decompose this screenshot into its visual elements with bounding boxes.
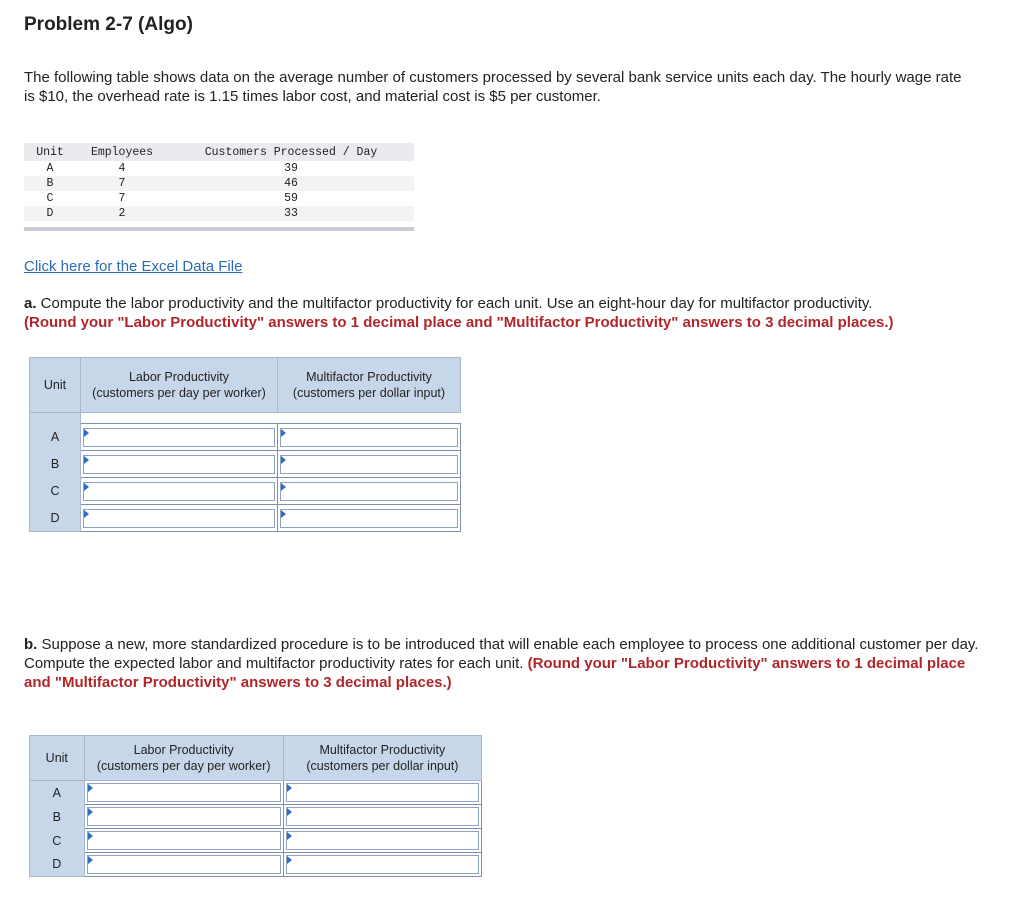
flag-icon [281,456,286,464]
table-row [24,206,414,221]
flag-icon [88,808,93,816]
answer-a-unit: B [30,451,81,478]
table-row [24,161,414,176]
expected-labor-productivity-b-input[interactable] [87,807,281,826]
flag-icon [84,429,89,437]
answer-b-unit: C [30,829,85,853]
expected-multifactor-productivity-c-input[interactable] [286,831,479,850]
row-employees: 7 [118,192,126,205]
data-table-header [24,143,414,161]
part-a-text: Compute the labor productivity and the multifactor productivity for each unit. Use an eight-hour day for multifactor productivity. [36,295,873,312]
flag-icon [84,510,89,518]
answer-b-unit: B [30,805,85,829]
table-row [24,191,414,206]
part-b-note: (Round your "Labor Productivity" answers to 1 decimal place and "Multifactor Productivity" answers to 3 decimal places.) [24,655,966,691]
part-b-lead: b. [24,636,38,653]
row-customers: 39 [284,162,298,175]
part-a-note: (Round your "Labor Productivity" answers to 1 decimal place and "Multifactor Productivity" answers to 3 decimal places.) [24,314,894,331]
expected-multifactor-productivity-a-input[interactable] [286,783,479,802]
answer-a-unit: A [30,424,81,451]
flag-icon [88,784,93,792]
answer-a-labor-header: Labor Productivity (customers per day per worker) [81,358,278,413]
header-customers: Customers Processed / Day [168,143,414,161]
row-employees: 2 [76,206,168,221]
problem-intro: The following table shows data on the average number of customers processed by several bank service units each day. The hourly wage rate is $10, the overhead rate is 1.15 times labor cost, and material cost is $5 per customer. [24,69,962,105]
table-row [24,176,414,191]
answer-table-b [29,735,482,877]
table-row [30,805,482,829]
flag-icon [88,856,93,864]
expected-labor-productivity-a-input[interactable] [87,783,281,802]
row-employees: 7 [76,176,168,191]
row-employees: 4 [118,162,126,175]
expected-labor-productivity-c-input[interactable] [87,831,281,850]
labor-productivity-b-input[interactable] [83,455,275,474]
answer-a-unit-header: Unit [30,358,81,413]
table-row [30,829,482,853]
table-row [30,781,482,805]
row-unit: C [46,192,54,205]
labor-productivity-c-input[interactable] [83,482,275,501]
table-row [30,478,461,505]
row-unit: B [24,176,76,191]
expected-multifactor-productivity-d-input[interactable] [286,855,479,874]
table-row [30,451,461,478]
header-unit: Unit [24,143,76,161]
data-table [24,143,414,231]
flag-icon [88,832,93,840]
answer-a-unit: C [30,478,81,505]
row-unit: D [24,206,76,221]
labor-productivity-d-input[interactable] [83,509,275,528]
flag-icon [84,483,89,491]
table-row [30,424,461,451]
part-a-question [24,294,984,332]
header-employees: Employees [76,143,168,161]
answer-table-a [29,357,461,532]
part-a-lead: a. [24,295,37,312]
flag-icon [287,784,292,792]
flag-icon [281,483,286,491]
flag-icon [281,429,286,437]
answer-b-multi-header: Multifactor Productivity (customers per dollar input) [283,736,481,781]
flag-icon [287,856,292,864]
flag-icon [281,510,286,518]
flag-icon [84,456,89,464]
flag-icon [287,808,292,816]
answer-a-multi-header: Multifactor Productivity (customers per dollar input) [278,358,461,413]
multifactor-productivity-c-input[interactable] [280,482,458,501]
answer-b-unit: D [30,853,85,877]
labor-productivity-a-input[interactable] [83,428,275,447]
flag-icon [287,832,292,840]
table-footer-bar [24,227,414,231]
answer-b-unit-header: Unit [30,736,85,781]
excel-data-link[interactable]: Click here for the Excel Data File [24,258,243,275]
page-title: Problem 2-7 (Algo) [24,14,193,35]
expected-labor-productivity-d-input[interactable] [87,855,281,874]
row-customers: 59 [284,192,298,205]
part-b-question [24,635,984,692]
table-row [30,853,482,877]
expected-multifactor-productivity-b-input[interactable] [286,807,479,826]
row-customers: 46 [168,176,414,191]
table-row [30,505,461,532]
answer-b-unit: A [30,781,85,805]
part-b-text: Suppose a new, more standardized procedure is to be introduced that will enable each employee to process one additional customer per day. Compute the expected labor and multifactor productivity rates for each unit. [24,636,979,672]
answer-b-labor-header: Labor Productivity (customers per day per worker) [84,736,283,781]
multifactor-productivity-d-input[interactable] [280,509,458,528]
answer-a-unit: D [30,505,81,532]
row-unit: A [46,162,54,175]
multifactor-productivity-b-input[interactable] [280,455,458,474]
multifactor-productivity-a-input[interactable] [280,428,458,447]
row-customers: 33 [168,206,414,221]
